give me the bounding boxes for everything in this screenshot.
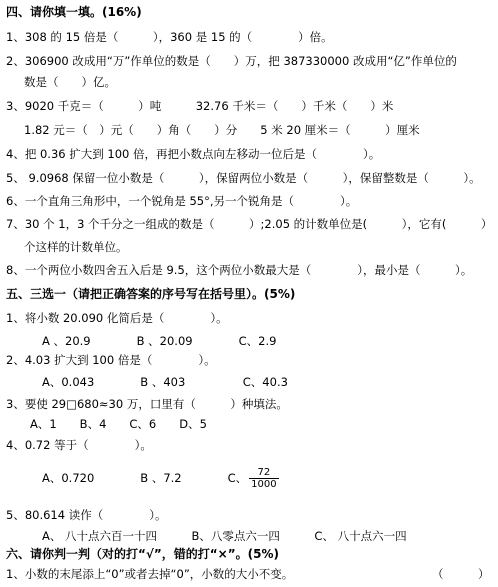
- question-5-3-options: A、1 B、4 C、6 D、5: [30, 417, 207, 431]
- question-4-1: 1、308 的 15 倍是（ ），360 是 15 的（ ）倍。: [6, 30, 333, 44]
- question-5-5: 5、80.614 读作（ ）。: [6, 508, 167, 522]
- fraction-72-over-1000: [249, 467, 278, 490]
- question-4-7-line2: 个这样的计数单位。: [24, 240, 128, 254]
- question-4-4: 4、把 0.36 扩大到 100 倍，再把小数点向左移动一位后是（ ）。: [6, 147, 381, 161]
- question-4-2-line1: 2、306900 改成用“万”作单位的数是（ ）万，把 387330000 改成用“亿”作单位的: [6, 54, 457, 68]
- question-5-1: 1、将小数 20.090 化简后是（ ）。: [6, 311, 228, 325]
- question-6-1: 1、小数的末尾添上“0”或者去掉“0”，小数的大小不变。: [6, 567, 294, 581]
- fraction-denominator: 1000: [251, 479, 277, 490]
- question-5-5-options: A、 八十点六百一十四 B、八零点六一四 C、 八十点六一四: [42, 529, 407, 543]
- question-5-1-options: A 、20.9 B 、20.09 C、2.9: [42, 334, 277, 348]
- question-4-5: 5、 9.0968 保留一位小数是（ ），保留两位小数是（ ），保留整数是（ ）。: [6, 171, 481, 185]
- section-six-title: 六、请你判一判（对的打“√”，错的打“×”。(5%): [6, 547, 279, 561]
- question-4-2-line2: 数是（ ）亿。: [24, 75, 116, 89]
- section-five-title: 五、三选一（请把正确答案的序号写在括号里）。(5%): [6, 287, 296, 301]
- question-5-3: 3、要使 29□680≈30 万，口里有（ ）种填法。: [6, 397, 288, 411]
- question-5-4: 4、0.72 等于（ ）。: [6, 438, 152, 452]
- question-4-6: 6、一个直角三角形中，一个锐角是 55°,另一个锐角是（ ）。: [6, 194, 358, 208]
- question-4-8: 8、一个两位小数四舍五入后是 9.5，这个两位小数最大是（ ），最小是（ ）。: [6, 263, 473, 277]
- section-four-title: 四、请你填一填。(16%): [6, 5, 142, 19]
- question-4-3-line1: 3、9020 千克＝（ ）吨 32.76 千米＝（ ）千米（ ）米: [6, 99, 394, 113]
- question-5-4-options: [42, 467, 279, 490]
- question-5-2-options: A、0.043 B 、403 C、40.3: [42, 375, 288, 389]
- question-5-2: 2、4.03 扩大到 100 倍是（ ）。: [6, 353, 216, 367]
- fraction-numerator: 72: [249, 467, 278, 479]
- question-6-1-answer-bracket: （ ）: [432, 567, 490, 581]
- question-4-3-line2: 1.82 元＝（ ）元（ ）角（ ）分 5 米 20 厘米＝（ ）厘米: [24, 123, 420, 137]
- question-5-4-options-text: A、0.720 B 、7.2 C、: [42, 471, 248, 485]
- question-4-7-line1: 7、30 个 1，3 个千分之一组成的数是（ ）;2.05 的计数单位是( ），它有( ）: [6, 217, 493, 231]
